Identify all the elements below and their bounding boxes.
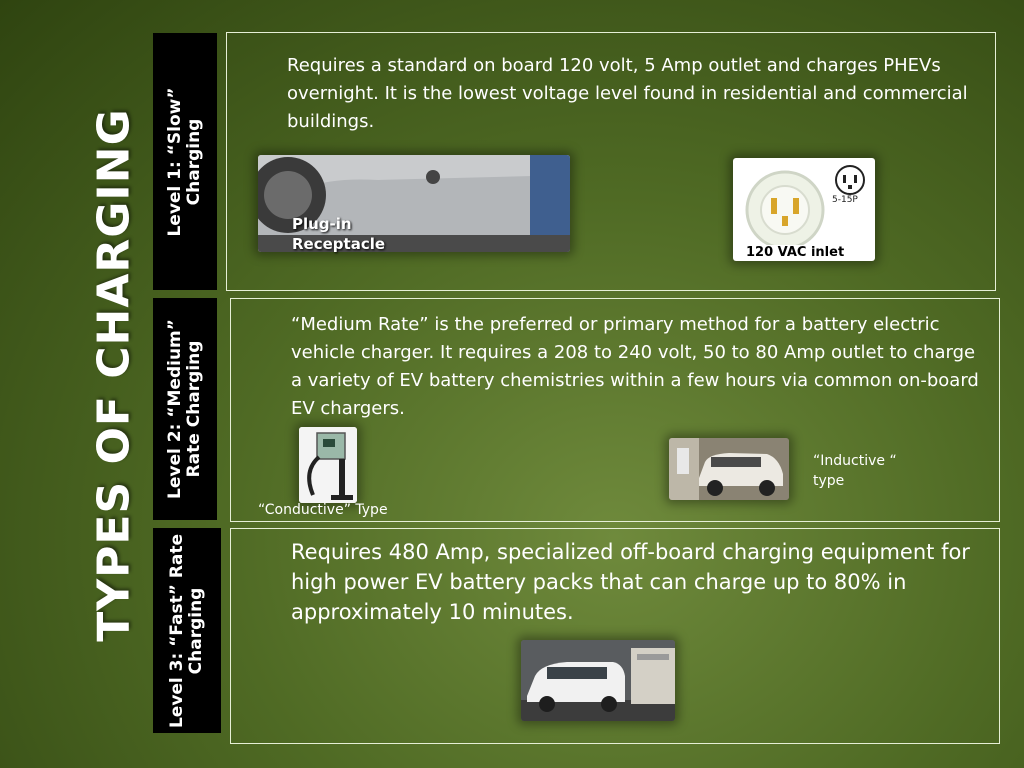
inductive-caption-line1: “Inductive “ <box>813 453 897 469</box>
level-3-label-line2: Charging <box>186 587 206 674</box>
level-1-label-line2: Charging <box>184 118 204 205</box>
plug-in-receptacle-caption <box>292 214 385 254</box>
plug-type-label: 5-15P <box>832 195 858 205</box>
charger-station-icon <box>299 427 357 503</box>
level-3-label-line1: Level 3: “Fast” Rate <box>167 533 187 728</box>
van-charger-icon <box>521 640 675 721</box>
plug-in-caption-line2: Receptacle <box>292 235 386 253</box>
level-1-label-line1: Level 1: “Slow” <box>165 86 185 237</box>
level-2-label-line1: Level 2: “Medium” <box>165 319 185 499</box>
level-2-label-line2: Rate Charging <box>184 340 204 478</box>
inductive-vehicle-photo <box>669 438 789 500</box>
level-2-description: “Medium Rate” is the preferred or primary method for a battery electric vehicle charger. It requires a 208 to 240 volt, 50 to 80 Amp outlet to charge a variety of EV battery chemistries within a few hours via common on-board EV chargers. <box>291 314 979 419</box>
level-3-description: Requires 480 Amp, specialized off-board charging equipment for high power EV battery packs that can charge up to 80% in approximately 10 minutes. <box>291 540 970 624</box>
level-1-label <box>153 33 217 290</box>
conductive-charger-photo <box>299 427 357 503</box>
plug-in-caption-line1: Plug-in <box>292 215 352 233</box>
conductive-caption: “Conductive” Type <box>258 502 388 518</box>
level-3-label <box>153 528 221 733</box>
vac-inlet-caption: 120 VAC inlet <box>746 245 845 260</box>
page-title <box>84 108 144 642</box>
inductive-caption-line2: type <box>813 473 845 489</box>
level-1-description: Requires a standard on board 120 volt, 5 Amp outlet and charges PHEVs overnight. It is the lowest voltage level found in residential and commercial buildings. <box>287 55 968 132</box>
suv-icon <box>669 438 789 500</box>
inductive-caption <box>813 451 897 491</box>
level-2-label <box>153 298 217 520</box>
page-title-text: TYPES OF CHARGING <box>88 108 140 642</box>
fast-charging-photo <box>521 640 675 721</box>
